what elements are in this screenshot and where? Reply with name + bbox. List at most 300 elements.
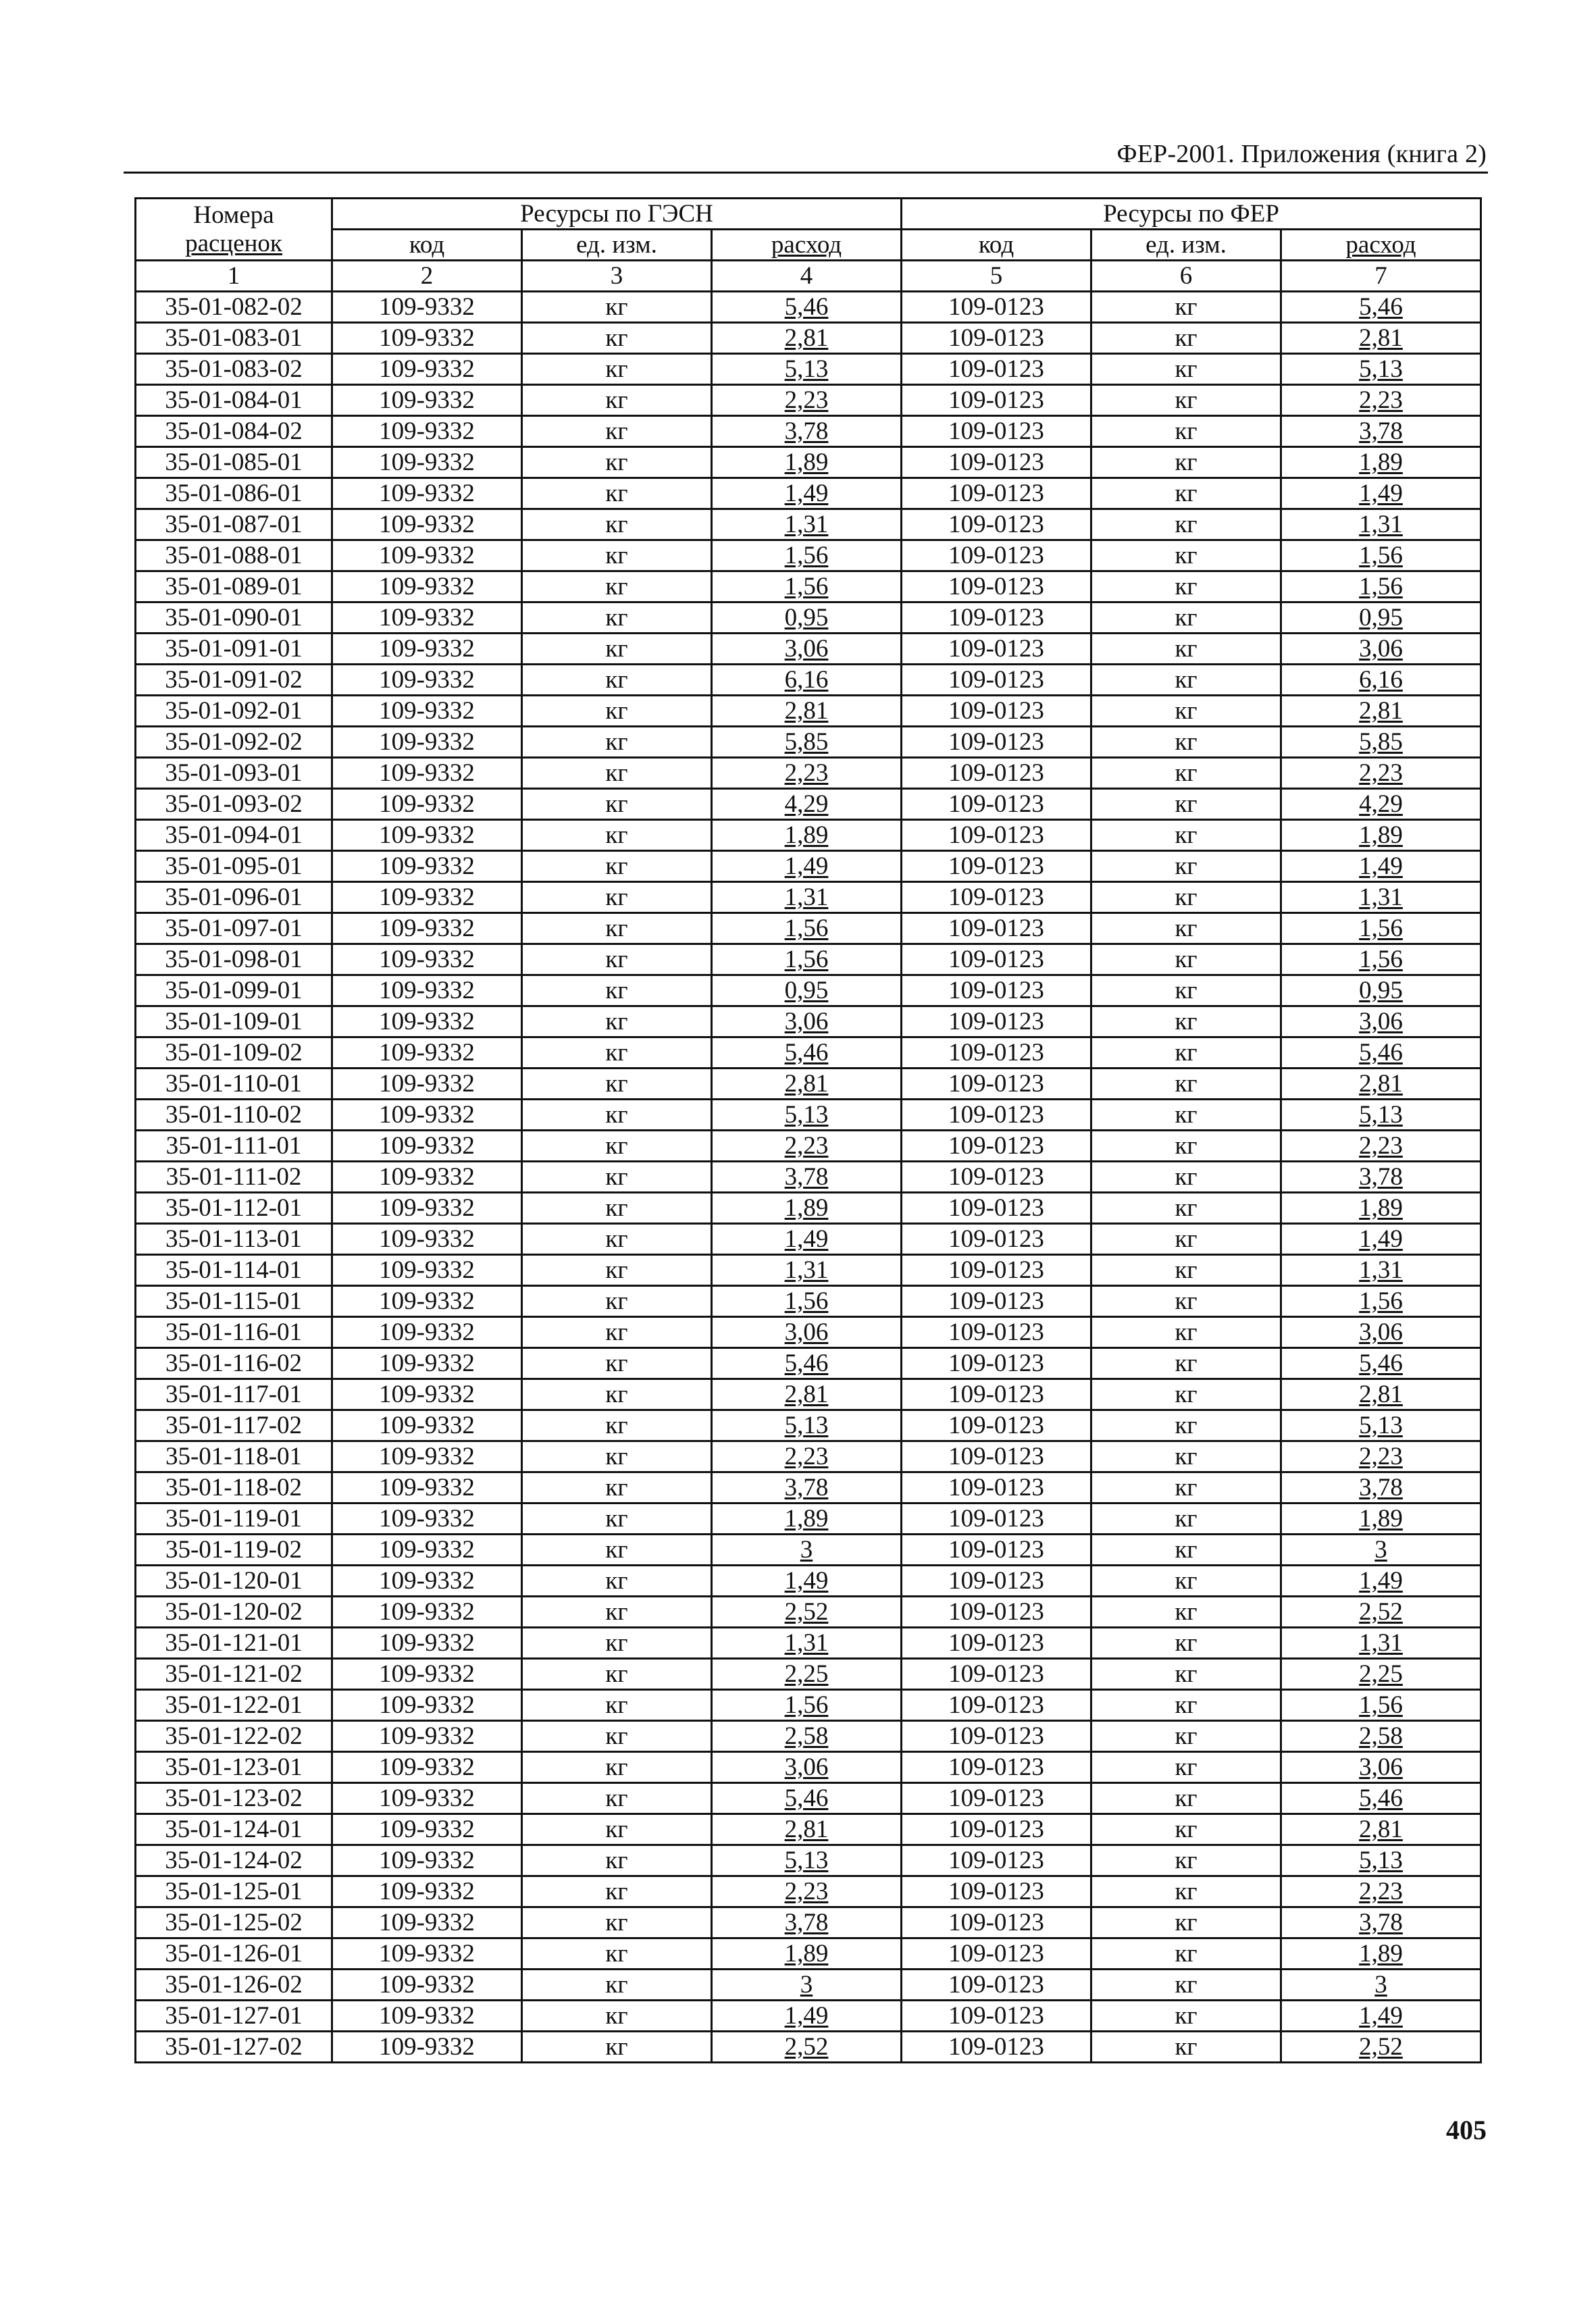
fer-code-cell: 109-0123 — [902, 696, 1091, 727]
gesn-unit-cell: кг — [522, 571, 712, 602]
gesn-qty-cell: 2,23 — [712, 758, 902, 789]
table-row — [136, 1659, 1481, 1690]
gesn-code-cell: 109-9332 — [332, 1503, 522, 1535]
gesn-code-cell: 109-9332 — [332, 447, 522, 478]
fer-unit-cell: кг — [1091, 292, 1281, 323]
gesn-code-cell: 109-9332 — [332, 1224, 522, 1255]
gesn-code-cell: 109-9332 — [332, 571, 522, 602]
rate-number-cell: 35-01-120-02 — [136, 1597, 332, 1628]
fer-qty-cell: 2,23 — [1281, 1876, 1481, 1907]
table-row — [136, 1907, 1481, 1938]
fer-code-cell: 109-0123 — [902, 1783, 1091, 1814]
rate-number-cell: 35-01-122-02 — [136, 1721, 332, 1752]
gesn-unit-cell: кг — [522, 1907, 712, 1938]
gesn-qty-cell: 1,31 — [712, 1255, 902, 1286]
rate-number-cell: 35-01-125-01 — [136, 1876, 332, 1907]
gesn-qty-cell: 3,78 — [712, 1472, 902, 1503]
gesn-code-cell: 109-9332 — [332, 665, 522, 696]
rate-number-cell: 35-01-125-02 — [136, 1907, 332, 1938]
rate-number-cell: 35-01-099-01 — [136, 975, 332, 1006]
rate-number-cell: 35-01-110-02 — [136, 1100, 332, 1131]
rate-number-cell: 35-01-111-01 — [136, 1131, 332, 1162]
gesn-unit-cell: кг — [522, 1783, 712, 1814]
table-row — [136, 1814, 1481, 1845]
gesn-unit-header: ед. изм. — [522, 230, 712, 261]
rate-number-cell: 35-01-116-01 — [136, 1317, 332, 1348]
fer-unit-cell: кг — [1091, 571, 1281, 602]
table-row — [136, 1348, 1481, 1379]
fer-code-cell: 109-0123 — [902, 851, 1091, 882]
fer-qty-cell: 0,95 — [1281, 975, 1481, 1006]
gesn-code-cell: 109-9332 — [332, 758, 522, 789]
table-row — [136, 1845, 1481, 1876]
gesn-unit-cell: кг — [522, 478, 712, 509]
table-row — [136, 602, 1481, 634]
gesn-code-cell: 109-9332 — [332, 696, 522, 727]
fer-qty-cell: 3,06 — [1281, 1317, 1481, 1348]
gesn-unit-cell: кг — [522, 975, 712, 1006]
gesn-unit-cell: кг — [522, 1814, 712, 1845]
fer-qty-cell: 1,49 — [1281, 478, 1481, 509]
rate-number-cell: 35-01-123-01 — [136, 1752, 332, 1783]
fer-unit-cell: кг — [1091, 323, 1281, 354]
fer-unit-cell: кг — [1091, 1566, 1281, 1597]
gesn-qty-cell: 1,56 — [712, 913, 902, 944]
table-row — [136, 509, 1481, 540]
gesn-unit-cell: кг — [522, 1193, 712, 1224]
fer-qty-cell: 5,46 — [1281, 1348, 1481, 1379]
gesn-unit-cell: кг — [522, 1441, 712, 1472]
gesn-code-cell: 109-9332 — [332, 634, 522, 665]
table-row — [136, 634, 1481, 665]
rate-number-cell: 35-01-092-01 — [136, 696, 332, 727]
gesn-unit-cell: кг — [522, 1379, 712, 1410]
gesn-code-cell: 109-9332 — [332, 1193, 522, 1224]
fer-qty-cell: 2,81 — [1281, 323, 1481, 354]
gesn-code-cell: 109-9332 — [332, 385, 522, 416]
gesn-qty-cell: 1,89 — [712, 1503, 902, 1535]
rate-number-cell: 35-01-095-01 — [136, 851, 332, 882]
fer-unit-cell: кг — [1091, 1100, 1281, 1131]
fer-code-cell: 109-0123 — [902, 1286, 1091, 1317]
gesn-unit-cell: кг — [522, 2032, 712, 2063]
gesn-unit-cell: кг — [522, 1131, 712, 1162]
gesn-code-cell: 109-9332 — [332, 1659, 522, 1690]
column-number: 3 — [522, 261, 712, 292]
fer-unit-cell: кг — [1091, 1224, 1281, 1255]
table-row — [136, 385, 1481, 416]
gesn-code-cell: 109-9332 — [332, 1628, 522, 1659]
gesn-qty-cell: 1,31 — [712, 509, 902, 540]
gesn-qty-cell: 6,16 — [712, 665, 902, 696]
gesn-qty-cell: 3 — [712, 1535, 902, 1566]
table-head — [136, 199, 1481, 292]
fer-qty-cell: 4,29 — [1281, 789, 1481, 820]
fer-unit-cell: кг — [1091, 1690, 1281, 1721]
gesn-code-cell: 109-9332 — [332, 1037, 522, 1069]
rate-number-cell: 35-01-111-02 — [136, 1162, 332, 1193]
gesn-unit-cell: кг — [522, 447, 712, 478]
fer-code-cell: 109-0123 — [902, 1566, 1091, 1597]
fer-qty-cell: 5,13 — [1281, 1100, 1481, 1131]
column-number: 5 — [902, 261, 1091, 292]
rates-header — [136, 199, 332, 261]
rate-number-cell: 35-01-126-01 — [136, 1938, 332, 1970]
gesn-qty-cell: 2,81 — [712, 696, 902, 727]
fer-code-cell: 109-0123 — [902, 1006, 1091, 1037]
gesn-code-cell: 109-9332 — [332, 1783, 522, 1814]
fer-unit-cell: кг — [1091, 1348, 1281, 1379]
gesn-qty-cell: 2,25 — [712, 1659, 902, 1690]
fer-code-cell: 109-0123 — [902, 2032, 1091, 2063]
fer-qty-cell: 3,06 — [1281, 634, 1481, 665]
rate-number-cell: 35-01-115-01 — [136, 1286, 332, 1317]
fer-qty-cell: 1,31 — [1281, 882, 1481, 913]
fer-unit-cell: кг — [1091, 1037, 1281, 1069]
fer-qty-cell: 1,49 — [1281, 1224, 1481, 1255]
fer-unit-cell: кг — [1091, 2001, 1281, 2032]
table-row — [136, 571, 1481, 602]
rate-number-cell: 35-01-082-02 — [136, 292, 332, 323]
fer-qty-cell: 5,46 — [1281, 292, 1481, 323]
fer-code-cell: 109-0123 — [902, 602, 1091, 634]
fer-qty-cell: 2,81 — [1281, 696, 1481, 727]
gesn-qty-cell: 5,13 — [712, 1100, 902, 1131]
rate-number-cell: 35-01-123-02 — [136, 1783, 332, 1814]
table-row — [136, 447, 1481, 478]
gesn-code-cell: 109-9332 — [332, 416, 522, 447]
rate-number-cell: 35-01-110-01 — [136, 1069, 332, 1100]
column-number: 6 — [1091, 261, 1281, 292]
fer-code-cell: 109-0123 — [902, 385, 1091, 416]
table-row — [136, 727, 1481, 758]
gesn-code-cell: 109-9332 — [332, 2001, 522, 2032]
table-row — [136, 292, 1481, 323]
gesn-code-cell: 109-9332 — [332, 1907, 522, 1938]
fer-code-cell: 109-0123 — [902, 478, 1091, 509]
table-row — [136, 1721, 1481, 1752]
rate-number-cell: 35-01-126-02 — [136, 1970, 332, 2001]
fer-code-cell: 109-0123 — [902, 758, 1091, 789]
fer-code-cell: 109-0123 — [902, 540, 1091, 571]
gesn-unit-cell: кг — [522, 1566, 712, 1597]
fer-qty-cell: 5,46 — [1281, 1783, 1481, 1814]
gesn-code-cell: 109-9332 — [332, 944, 522, 975]
fer-unit-cell: кг — [1091, 1721, 1281, 1752]
fer-qty-cell: 1,31 — [1281, 509, 1481, 540]
table-row — [136, 1597, 1481, 1628]
table-row — [136, 1441, 1481, 1472]
fer-unit-cell: кг — [1091, 696, 1281, 727]
fer-unit-cell: кг — [1091, 1814, 1281, 1845]
gesn-unit-cell: кг — [522, 1876, 712, 1907]
fer-unit-cell: кг — [1091, 820, 1281, 851]
fer-qty-cell: 1,49 — [1281, 1566, 1481, 1597]
gesn-unit-cell: кг — [522, 323, 712, 354]
rate-number-cell: 35-01-117-01 — [136, 1379, 332, 1410]
gesn-qty-cell: 1,49 — [712, 851, 902, 882]
rate-number-cell: 35-01-112-01 — [136, 1193, 332, 1224]
gesn-unit-cell: кг — [522, 851, 712, 882]
gesn-code-cell: 109-9332 — [332, 851, 522, 882]
gesn-qty-cell: 1,89 — [712, 820, 902, 851]
gesn-code-cell: 109-9332 — [332, 1255, 522, 1286]
rates-header-line2: расценок — [185, 229, 282, 257]
rate-number-cell: 35-01-117-02 — [136, 1410, 332, 1441]
fer-code-cell: 109-0123 — [902, 1721, 1091, 1752]
fer-unit-cell: кг — [1091, 1131, 1281, 1162]
fer-code-cell: 109-0123 — [902, 1814, 1091, 1845]
rate-number-cell: 35-01-119-01 — [136, 1503, 332, 1535]
gesn-unit-cell: кг — [522, 634, 712, 665]
fer-unit-cell: кг — [1091, 1193, 1281, 1224]
fer-code-cell: 109-0123 — [902, 354, 1091, 385]
gesn-code-cell: 109-9332 — [332, 882, 522, 913]
gesn-qty-cell: 2,23 — [712, 385, 902, 416]
fer-code-cell: 109-0123 — [902, 634, 1091, 665]
gesn-qty-cell: 3,06 — [712, 634, 902, 665]
fer-unit-cell: кг — [1091, 385, 1281, 416]
gesn-qty-cell: 2,81 — [712, 1379, 902, 1410]
fer-unit-cell: кг — [1091, 478, 1281, 509]
gesn-code-cell: 109-9332 — [332, 1069, 522, 1100]
table-row — [136, 913, 1481, 944]
fer-unit-cell: кг — [1091, 913, 1281, 944]
fer-unit-cell: кг — [1091, 1472, 1281, 1503]
table-row — [136, 1193, 1481, 1224]
gesn-qty-cell: 1,56 — [712, 571, 902, 602]
rate-number-cell: 35-01-093-01 — [136, 758, 332, 789]
gesn-group-header: Ресурсы по ГЭСН — [332, 199, 902, 230]
fer-code-cell: 109-0123 — [902, 1410, 1091, 1441]
gesn-qty-cell: 2,81 — [712, 1814, 902, 1845]
fer-code-cell: 109-0123 — [902, 571, 1091, 602]
gesn-qty-cell: 1,49 — [712, 1224, 902, 1255]
table-row — [136, 1938, 1481, 1970]
gesn-unit-cell: кг — [522, 416, 712, 447]
gesn-qty-cell: 3,78 — [712, 1907, 902, 1938]
gesn-qty-cell: 4,29 — [712, 789, 902, 820]
fer-code-cell: 109-0123 — [902, 789, 1091, 820]
gesn-unit-cell: кг — [522, 1690, 712, 1721]
rate-number-cell: 35-01-122-01 — [136, 1690, 332, 1721]
table-row — [136, 354, 1481, 385]
gesn-qty-cell: 3,78 — [712, 1162, 902, 1193]
gesn-qty-cell: 1,56 — [712, 1690, 902, 1721]
fer-code-cell: 109-0123 — [902, 882, 1091, 913]
fer-unit-cell: кг — [1091, 1752, 1281, 1783]
table-row — [136, 1224, 1481, 1255]
gesn-unit-cell: кг — [522, 540, 712, 571]
gesn-unit-cell: кг — [522, 789, 712, 820]
gesn-qty-cell: 2,81 — [712, 323, 902, 354]
fer-unit-cell: кг — [1091, 1907, 1281, 1938]
rate-number-cell: 35-01-118-02 — [136, 1472, 332, 1503]
fer-code-cell: 109-0123 — [902, 1659, 1091, 1690]
table-row — [136, 1379, 1481, 1410]
rate-number-cell: 35-01-120-01 — [136, 1566, 332, 1597]
gesn-code-cell: 109-9332 — [332, 1876, 522, 1907]
gesn-unit-cell: кг — [522, 2001, 712, 2032]
table-row — [136, 758, 1481, 789]
gesn-unit-cell: кг — [522, 1752, 712, 1783]
fer-qty-cell: 5,13 — [1281, 354, 1481, 385]
rate-number-cell: 35-01-084-01 — [136, 385, 332, 416]
rate-number-cell: 35-01-090-01 — [136, 602, 332, 634]
gesn-qty-cell: 2,52 — [712, 1597, 902, 1628]
table-row — [136, 2032, 1481, 2063]
gesn-qty-cell: 5,13 — [712, 1410, 902, 1441]
table-body — [136, 292, 1481, 2063]
column-number: 2 — [332, 261, 522, 292]
column-number-row — [136, 261, 1481, 292]
fer-unit-cell: кг — [1091, 1938, 1281, 1970]
gesn-code-header: код — [332, 230, 522, 261]
fer-qty-cell: 3,06 — [1281, 1752, 1481, 1783]
gesn-unit-cell: кг — [522, 1503, 712, 1535]
fer-qty-cell: 3 — [1281, 1970, 1481, 2001]
table-row — [136, 1410, 1481, 1441]
rate-number-cell: 35-01-116-02 — [136, 1348, 332, 1379]
gesn-unit-cell: кг — [522, 1162, 712, 1193]
table-row — [136, 1876, 1481, 1907]
fer-code-cell: 109-0123 — [902, 1193, 1091, 1224]
gesn-unit-cell: кг — [522, 1069, 712, 1100]
fer-qty-cell: 2,52 — [1281, 2032, 1481, 2063]
gesn-qty-cell: 2,81 — [712, 1069, 902, 1100]
gesn-qty-cell: 2,23 — [712, 1131, 902, 1162]
gesn-qty-cell: 1,49 — [712, 478, 902, 509]
fer-qty-cell: 1,49 — [1281, 2001, 1481, 2032]
fer-qty-cell: 2,23 — [1281, 385, 1481, 416]
table-row — [136, 851, 1481, 882]
fer-qty-cell: 1,56 — [1281, 1690, 1481, 1721]
rate-number-cell: 35-01-093-02 — [136, 789, 332, 820]
gesn-code-cell: 109-9332 — [332, 1286, 522, 1317]
table-row — [136, 1628, 1481, 1659]
gesn-qty-cell: 1,31 — [712, 882, 902, 913]
rate-number-cell: 35-01-091-02 — [136, 665, 332, 696]
fer-code-cell: 109-0123 — [902, 1472, 1091, 1503]
fer-code-cell: 109-0123 — [902, 913, 1091, 944]
gesn-code-cell: 109-9332 — [332, 1721, 522, 1752]
table-row — [136, 882, 1481, 913]
gesn-code-cell: 109-9332 — [332, 1441, 522, 1472]
gesn-code-cell: 109-9332 — [332, 1317, 522, 1348]
gesn-qty-cell: 5,85 — [712, 727, 902, 758]
gesn-code-cell: 109-9332 — [332, 1970, 522, 2001]
table-row — [136, 1783, 1481, 1814]
fer-code-cell: 109-0123 — [902, 727, 1091, 758]
gesn-qty-cell: 3,06 — [712, 1317, 902, 1348]
fer-unit-cell: кг — [1091, 602, 1281, 634]
fer-qty-cell: 2,23 — [1281, 1131, 1481, 1162]
gesn-qty-header: расход — [712, 230, 902, 261]
fer-unit-cell: кг — [1091, 1162, 1281, 1193]
gesn-unit-cell: кг — [522, 913, 712, 944]
fer-unit-cell: кг — [1091, 1597, 1281, 1628]
gesn-unit-cell: кг — [522, 1659, 712, 1690]
fer-qty-header: расход — [1281, 230, 1481, 261]
table-row — [136, 789, 1481, 820]
gesn-unit-cell: кг — [522, 1597, 712, 1628]
gesn-code-cell: 109-9332 — [332, 1814, 522, 1845]
rate-number-cell: 35-01-083-02 — [136, 354, 332, 385]
fer-code-cell: 109-0123 — [902, 1348, 1091, 1379]
gesn-unit-cell: кг — [522, 1037, 712, 1069]
table-row — [136, 1503, 1481, 1535]
fer-code-header: код — [902, 230, 1091, 261]
page-number: 405 — [1446, 2115, 1487, 2145]
fer-unit-cell: кг — [1091, 1317, 1281, 1348]
fer-code-cell: 109-0123 — [902, 665, 1091, 696]
fer-code-cell: 109-0123 — [902, 509, 1091, 540]
fer-code-cell: 109-0123 — [902, 1131, 1091, 1162]
fer-code-cell: 109-0123 — [902, 1628, 1091, 1659]
gesn-qty-cell: 5,46 — [712, 1348, 902, 1379]
gesn-unit-cell: кг — [522, 1410, 712, 1441]
gesn-qty-cell: 3 — [712, 1970, 902, 2001]
fer-unit-cell: кг — [1091, 1845, 1281, 1876]
rate-number-cell: 35-01-127-02 — [136, 2032, 332, 2063]
table-row — [136, 1255, 1481, 1286]
table-row — [136, 1472, 1481, 1503]
gesn-qty-cell: 1,56 — [712, 1286, 902, 1317]
gesn-code-cell: 109-9332 — [332, 975, 522, 1006]
table-row — [136, 696, 1481, 727]
rate-number-cell: 35-01-121-02 — [136, 1659, 332, 1690]
gesn-code-cell: 109-9332 — [332, 1535, 522, 1566]
gesn-code-cell: 109-9332 — [332, 1100, 522, 1131]
gesn-code-cell: 109-9332 — [332, 323, 522, 354]
fer-code-cell: 109-0123 — [902, 1503, 1091, 1535]
gesn-unit-cell: кг — [522, 820, 712, 851]
column-number: 1 — [136, 261, 332, 292]
fer-code-cell: 109-0123 — [902, 1597, 1091, 1628]
gesn-unit-cell: кг — [522, 1845, 712, 1876]
fer-unit-cell: кг — [1091, 758, 1281, 789]
fer-qty-cell: 2,58 — [1281, 1721, 1481, 1752]
rate-number-cell: 35-01-096-01 — [136, 882, 332, 913]
fer-qty-cell: 1,31 — [1281, 1255, 1481, 1286]
rate-number-cell: 35-01-127-01 — [136, 2001, 332, 2032]
table-row — [136, 944, 1481, 975]
fer-unit-cell: кг — [1091, 354, 1281, 385]
fer-unit-cell: кг — [1091, 1970, 1281, 2001]
gesn-unit-cell: кг — [522, 1472, 712, 1503]
resources-table — [134, 197, 1482, 2063]
gesn-code-cell: 109-9332 — [332, 509, 522, 540]
gesn-unit-cell: кг — [522, 944, 712, 975]
gesn-qty-cell: 1,89 — [712, 447, 902, 478]
table-row — [136, 1690, 1481, 1721]
fer-unit-cell: кг — [1091, 1379, 1281, 1410]
fer-code-cell: 109-0123 — [902, 1690, 1091, 1721]
gesn-unit-cell: кг — [522, 758, 712, 789]
fer-qty-cell: 1,49 — [1281, 851, 1481, 882]
rate-number-cell: 35-01-087-01 — [136, 509, 332, 540]
fer-unit-cell: кг — [1091, 1286, 1281, 1317]
fer-qty-cell: 5,85 — [1281, 727, 1481, 758]
fer-qty-cell: 2,81 — [1281, 1379, 1481, 1410]
table-row — [136, 1162, 1481, 1193]
rate-number-cell: 35-01-083-01 — [136, 323, 332, 354]
table-row — [136, 323, 1481, 354]
rate-number-cell: 35-01-124-01 — [136, 1814, 332, 1845]
fer-unit-cell: кг — [1091, 975, 1281, 1006]
table-row — [136, 478, 1481, 509]
gesn-qty-cell: 5,13 — [712, 1845, 902, 1876]
